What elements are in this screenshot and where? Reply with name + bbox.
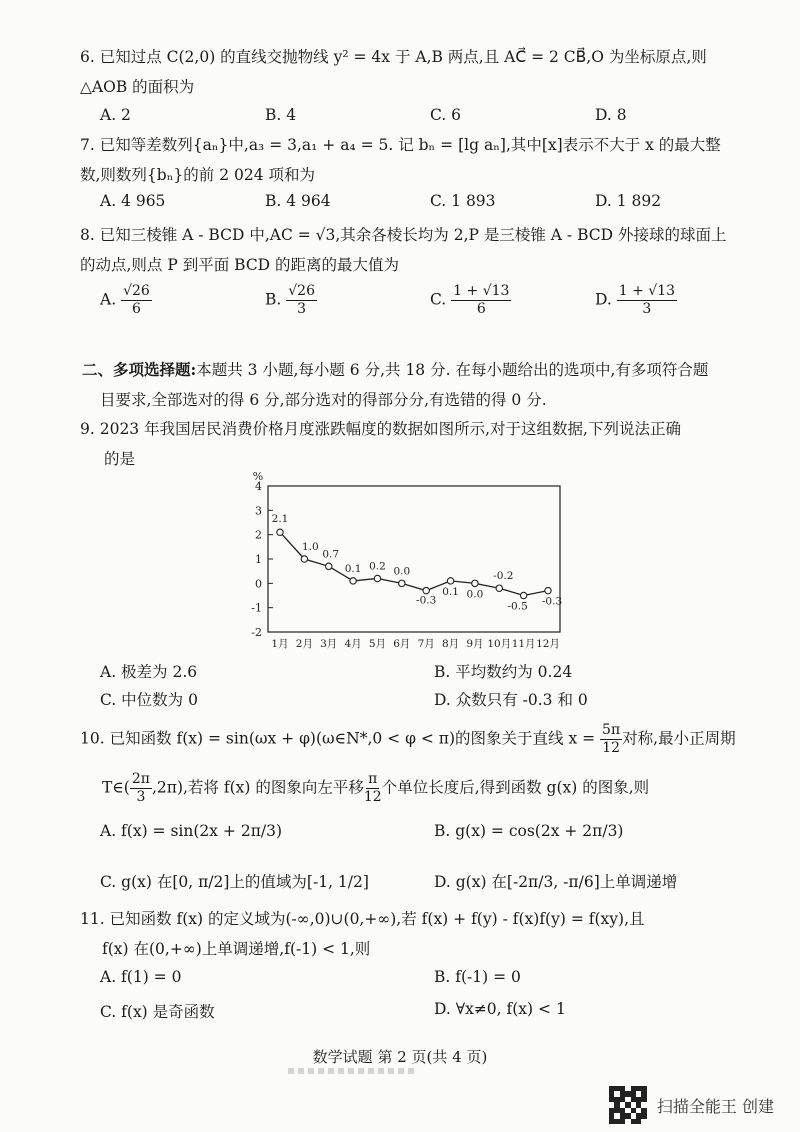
q7-option-b: B. 4 964 bbox=[265, 192, 331, 210]
question-7-line-1: 7. 已知等差数列{aₙ}中,a₃ = 3,a₁ + a₄ = 5. 记 bₙ = [lg aₙ],其中[x]表示不大于 x 的最大整 bbox=[80, 136, 721, 154]
q11-option-d: D. ∀x≠0, f(x) < 1 bbox=[434, 1000, 566, 1018]
section-2-header bbox=[82, 355, 732, 415]
q8-option-b-denominator: 3 bbox=[297, 301, 307, 317]
q10-fraction-3-numerator: π bbox=[368, 771, 378, 787]
q8-option-a-numerator: √26 bbox=[123, 283, 150, 299]
q10-option-c: C. g(x) 在[0, π/2]上的值域为[-1, 1/2] bbox=[100, 873, 369, 891]
q9-option-a: A. 极差为 2.6 bbox=[100, 663, 198, 681]
data-label: 0.0 bbox=[393, 565, 411, 578]
x-tick-label: 7月 bbox=[417, 638, 435, 650]
question-11-line-2: f(x) 在(0,+∞)上单调递增,f(-1) < 1,则 bbox=[102, 940, 371, 958]
x-tick-label: 11月 bbox=[511, 638, 536, 650]
section-2-title: 二、多项选择题: bbox=[82, 360, 197, 379]
section-2-line-2: 目要求,全部选对的得 6 分,部分选对的得部分分,有选错的得 0 分. bbox=[100, 391, 547, 409]
q10-line-1-a: 10. 已知函数 f(x) = sin(ωx + φ)(ω∈N*,0 < φ < π)的图象关于直线 x = bbox=[80, 729, 596, 748]
x-tick-label: 9月 bbox=[466, 638, 484, 650]
question-8-line-2: 的动点,则点 P 到平面 BCD 的距离的最大值为 bbox=[80, 256, 400, 274]
data-label: -0.2 bbox=[493, 570, 514, 583]
q10-line-1-b: 对称,最小正周期 bbox=[622, 729, 736, 748]
question-9-line-1: 9. 2023 年我国居民消费价格月度涨跌幅度的数据如图所示,对于这组数据,下列说法正确 bbox=[80, 420, 681, 438]
q8-option-d-denominator: 3 bbox=[642, 301, 652, 317]
x-tick-label: 2月 bbox=[295, 638, 313, 650]
y-tick-label: -2 bbox=[251, 626, 262, 639]
question-7-line-2: 数,则数列{bₙ}的前 2 024 项和为 bbox=[80, 166, 316, 184]
x-tick-label: 6月 bbox=[393, 638, 411, 650]
question-6-line-2: △AOB 的面积为 bbox=[80, 78, 195, 96]
x-tick-label: 1月 bbox=[271, 638, 289, 650]
q7-option-c: C. 1 893 bbox=[430, 192, 496, 210]
q6-option-d: D. 8 bbox=[595, 106, 627, 124]
section-2-line-1: 本题共 3 小题,每小题 6 分,共 18 分. 在每小题给出的选项中,有多项符合题 bbox=[196, 361, 709, 379]
data-label: 0.7 bbox=[322, 548, 340, 561]
data-label: -0.3 bbox=[416, 594, 437, 607]
data-point bbox=[520, 592, 526, 598]
data-point bbox=[545, 587, 551, 593]
question-8-line-1: 8. 已知三棱锥 A - BCD 中,AC = √3,其余各棱长均为 2,P 是三棱锥 A - BCD 外接球的球面上 bbox=[80, 226, 727, 244]
question-11-line-1: 11. 已知函数 f(x) 的定义域为(-∞,0)∪(0,+∞),若 f(x) + f(y) - f(x)f(y) = f(xy),且 bbox=[80, 910, 645, 928]
data-point bbox=[496, 585, 502, 591]
faint-print-mark bbox=[288, 1068, 418, 1074]
q9-option-c: C. 中位数为 0 bbox=[100, 691, 198, 709]
q10-fraction-3-denominator: 12 bbox=[363, 789, 382, 805]
data-label: 0.1 bbox=[442, 585, 459, 598]
q6-option-c: C. 6 bbox=[430, 106, 462, 124]
q10-fraction-2-denominator: 3 bbox=[136, 789, 146, 805]
question-10-line-2 bbox=[80, 771, 760, 806]
q8-option-d bbox=[595, 283, 677, 318]
q10-option-d: D. g(x) 在[-2π/3, -π/6]上单调递增 bbox=[434, 873, 678, 891]
q7-option-a: A. 4 965 bbox=[100, 192, 166, 210]
data-label: -0.5 bbox=[507, 600, 528, 613]
q6-option-b: B. 4 bbox=[265, 106, 297, 124]
data-label: -0.3 bbox=[541, 595, 563, 608]
data-label: 1.0 bbox=[302, 541, 319, 553]
data-label: 0.1 bbox=[344, 562, 362, 575]
q10-option-b: B. g(x) = cos(2x + 2π/3) bbox=[434, 822, 624, 840]
question-9-line-2: 的是 bbox=[104, 450, 136, 468]
page-footer: 数学试题 第 2 页(共 4 页) bbox=[312, 1048, 488, 1066]
q8-option-c-numerator: 1 + √13 bbox=[453, 283, 510, 299]
y-tick-label: 1 bbox=[255, 553, 262, 566]
q10-fraction-2-numerator: 2π bbox=[131, 771, 150, 787]
qr-code-icon bbox=[609, 1086, 647, 1124]
q8-option-b-numerator: √26 bbox=[288, 283, 316, 299]
q9-option-d: D. 众数只有 -0.3 和 0 bbox=[434, 691, 588, 709]
y-tick-label: 2 bbox=[255, 528, 262, 542]
question-8 bbox=[80, 220, 730, 280]
q7-option-d: D. 1 892 bbox=[595, 192, 662, 210]
y-axis-unit-label: % bbox=[252, 470, 264, 483]
x-tick-label: 10月 bbox=[487, 638, 512, 650]
q8-option-c bbox=[430, 283, 511, 318]
q8-option-b bbox=[265, 283, 317, 318]
q10-option-a: A. f(x) = sin(2x + 2π/3) bbox=[100, 822, 283, 840]
y-tick-label: 3 bbox=[255, 504, 262, 518]
q11-option-c: C. f(x) 是奇函数 bbox=[100, 1003, 215, 1021]
data-point bbox=[277, 529, 283, 535]
q10-fraction-1-numerator: 5π bbox=[602, 722, 621, 738]
question-7 bbox=[80, 130, 730, 190]
scanner-watermark bbox=[609, 1086, 774, 1124]
y-tick-label: 0 bbox=[255, 577, 262, 591]
watermark-text: 扫描全能王 创建 bbox=[656, 1096, 774, 1116]
q11-option-a: A. f(1) = 0 bbox=[100, 968, 182, 986]
data-point bbox=[423, 587, 429, 593]
y-tick-label: -1 bbox=[251, 601, 262, 615]
question-10-line-1 bbox=[80, 722, 760, 757]
q8-option-a-label: A. bbox=[100, 290, 117, 309]
data-point bbox=[472, 580, 478, 586]
q8-option-c-label: C. bbox=[430, 290, 447, 309]
y-tick-label: 4 bbox=[255, 480, 262, 493]
q6-option-a: A. 2 bbox=[100, 106, 131, 124]
series-line bbox=[280, 532, 548, 595]
data-label: 0.2 bbox=[369, 560, 386, 573]
q10-line-2-b: ,2π),若将 f(x) 的图象向左平移 bbox=[151, 778, 364, 797]
x-tick-label: 12月 bbox=[536, 638, 560, 650]
data-point bbox=[326, 563, 332, 569]
data-point bbox=[374, 575, 380, 581]
q8-option-d-label: D. bbox=[595, 290, 612, 309]
q8-option-d-numerator: 1 + √13 bbox=[618, 283, 676, 299]
question-6 bbox=[80, 42, 730, 102]
q8-option-a bbox=[100, 283, 152, 318]
question-9 bbox=[80, 414, 730, 474]
question-6-line-1: 6. 已知过点 C(2,0) 的直线交抛物线 y² = 4x 于 A,B 两点,且 AC⃗ = 2 CB⃗,O 为坐标原点,则 bbox=[80, 48, 707, 66]
x-tick-label: 3月 bbox=[320, 638, 338, 650]
question-11 bbox=[80, 904, 770, 964]
q10-line-2-c: 个单位长度后,得到函数 g(x) 的图象,则 bbox=[381, 778, 650, 797]
data-point bbox=[301, 556, 307, 562]
data-label: 2.1 bbox=[271, 513, 289, 526]
data-point bbox=[399, 580, 405, 586]
x-tick-label: 8月 bbox=[441, 638, 460, 650]
data-point bbox=[350, 578, 356, 584]
q11-option-b: B. f(-1) = 0 bbox=[434, 968, 521, 986]
cpi-line-chart bbox=[240, 466, 580, 656]
x-tick-label: 5月 bbox=[368, 638, 387, 650]
q8-option-b-label: B. bbox=[265, 290, 282, 309]
q10-fraction-1-denominator: 12 bbox=[602, 740, 621, 756]
data-label: 0.0 bbox=[466, 588, 484, 601]
q10-line-2-a: T∈( bbox=[102, 778, 130, 797]
data-point bbox=[447, 578, 453, 584]
q8-option-c-denominator: 6 bbox=[476, 301, 486, 317]
x-tick-label: 4月 bbox=[344, 638, 362, 650]
question-10 bbox=[80, 722, 760, 806]
q9-option-b: B. 平均数约为 0.24 bbox=[434, 663, 573, 681]
q8-option-a-denominator: 6 bbox=[131, 301, 141, 317]
